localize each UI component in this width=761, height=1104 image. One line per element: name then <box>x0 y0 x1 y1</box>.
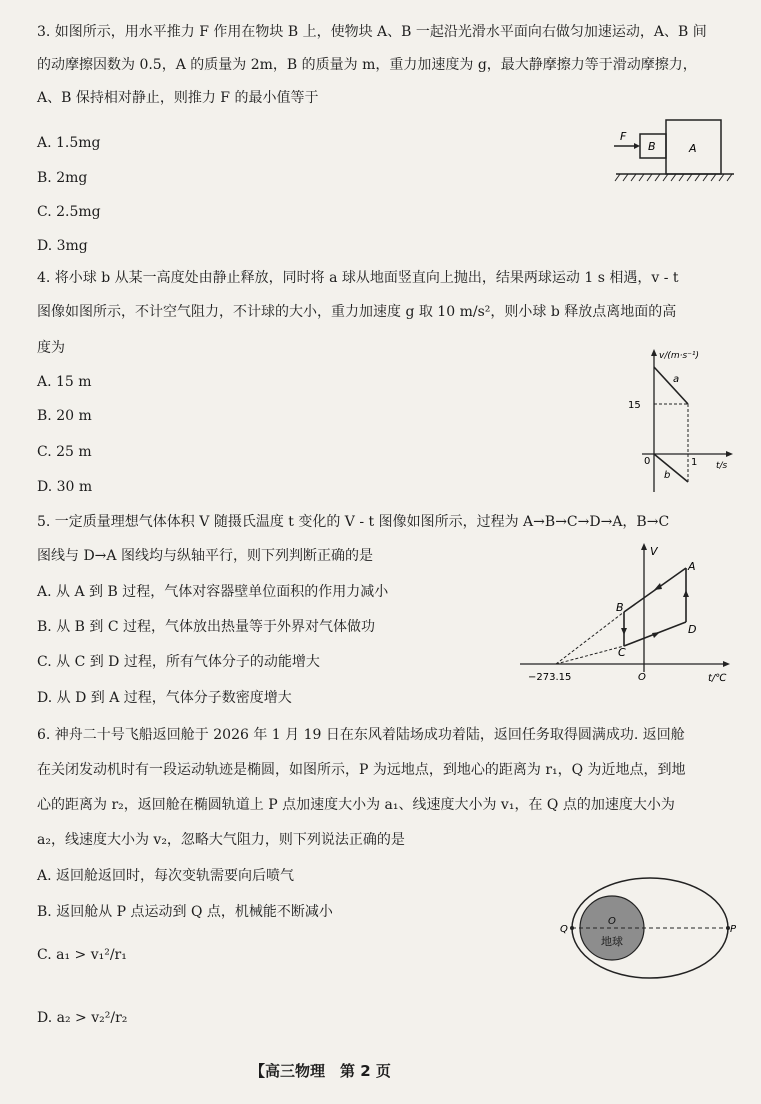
t-tick-abs-zero: −273.15 <box>528 672 572 683</box>
q4-vt-graph <box>612 342 742 496</box>
q4-option-c: C. 25 m <box>37 444 92 460</box>
block-a-label: A <box>689 142 697 155</box>
q5-option-d: D. 从 D 到 A 过程，气体分子数密度增大 <box>37 690 292 706</box>
q6-orbit-figure <box>558 872 738 984</box>
point-q <box>570 926 574 930</box>
cd-extension <box>556 646 624 664</box>
v-tick-15: 15 <box>628 400 641 411</box>
point-c-label: C <box>618 646 626 659</box>
t-axis-label: t/℃ <box>708 673 727 684</box>
q4-option-a: A. 15 m <box>37 374 92 390</box>
q6-line-4: a₂，线速度大小为 v₂，忽略大气阻力，则下列说法正确的是 <box>37 832 405 848</box>
q4-option-b: B. 20 m <box>37 408 92 424</box>
earth-label: 地球 <box>601 935 623 948</box>
q3-option-c: C. 2.5mg <box>37 204 101 220</box>
t-axis-label: t/s <box>716 461 728 471</box>
force-label: F <box>620 130 627 143</box>
page-footer: 【高三物理 第 2 页 <box>250 1062 391 1080</box>
center-label: O <box>608 916 616 927</box>
q3-option-b: B. 2mg <box>37 170 88 186</box>
q6-line-2: 在关闭发动机时有一段运动轨迹是椭圆，如图所示，P 为远地点，到地心的距离为 r₁，Q 为近地点，到地 <box>37 762 686 778</box>
q5-line-1: 5. 一定质量理想气体体积 V 随摄氏温度 t 变化的 V - t 图像如图所示，过程为 A→B→C→D→A，B→C <box>37 514 670 530</box>
q5-vt-graph <box>520 540 740 688</box>
q3-option-d: D. 3mg <box>37 238 88 254</box>
q4-option-d: D. 30 m <box>37 479 93 495</box>
q4-line-1: 4. 将小球 b 从某一高度处由静止释放，同时将 a 球从地面竖直向上抛出，结果两球运动 1 s 相遇，v - t <box>37 270 679 286</box>
point-a-label: A <box>688 560 696 573</box>
q6-line-3: 心的距离为 r₂，返回舱在椭圆轨道上 P 点加速度大小为 a₁、线速度大小为 v₁，在 Q 点的加速度大小为 <box>37 797 675 813</box>
q6-option-b: B. 返回舱从 P 点运动到 Q 点，机械能不断减小 <box>37 904 333 920</box>
line-a <box>654 367 688 404</box>
origin-label: 0 <box>644 456 651 467</box>
q6-line-1: 6. 神舟二十号飞船返回舱于 2026 年 1 月 19 日在东风着陆场成功着陆，返回任务取得圆满成功. 返回舱 <box>37 727 685 743</box>
q3-line-3: A、B 保持相对静止，则推力 F 的最小值等于 <box>37 90 319 106</box>
q3-option-a: A. 1.5mg <box>37 135 101 151</box>
q5-option-a: A. 从 A 到 B 过程，气体对容器壁单位面积的作用力减小 <box>37 584 389 600</box>
q4-line-3: 度为 <box>37 340 65 356</box>
q5-option-c: C. 从 C 到 D 过程，所有气体分子的动能增大 <box>37 654 320 670</box>
q3-blocks-figure <box>610 112 740 188</box>
line-a-label: a <box>673 374 680 385</box>
q6-option-d: D. a₂ > v₂²/r₂ <box>37 1010 128 1026</box>
v-axis-label: V <box>650 545 658 558</box>
ground-hatch <box>615 174 732 181</box>
q4-line-2: 图像如图所示，不计空气阻力，不计球的大小，重力加速度 g 取 10 m/s²，则小球 b 释放点离地面的高 <box>37 304 677 320</box>
origin-label: O <box>638 672 646 683</box>
q6-option-a: A. 返回舱返回时，每次变轨需要向后喷气 <box>37 868 295 884</box>
q5-line-2: 图线与 D→A 图线均与纵轴平行，则下列判断正确的是 <box>37 548 373 564</box>
path-a-b <box>624 568 686 612</box>
ab-extension <box>556 612 624 664</box>
p-label: P <box>730 924 737 935</box>
block-b-label: B <box>648 140 656 153</box>
q6-option-c: C. a₁ > v₁²/r₁ <box>37 947 127 963</box>
q-label: Q <box>560 924 568 935</box>
line-b <box>654 454 688 482</box>
t-tick-1: 1 <box>691 457 698 468</box>
line-b-label: b <box>664 470 671 481</box>
q3-line-1: 3. 如图所示，用水平推力 F 作用在物块 B 上，使物块 A、B 一起沿光滑水平面向右做匀加速运动，A、B 间 <box>37 24 707 40</box>
v-axis-label: v/(m·s⁻¹) <box>659 351 700 361</box>
q3-line-2: 的动摩擦因数为 0.5，A 的质量为 2m，B 的质量为 m，重力加速度为 g，最大静摩擦力等于滑动摩擦力， <box>37 57 697 73</box>
q5-option-b: B. 从 B 到 C 过程，气体放出热量等于外界对气体做功 <box>37 619 375 635</box>
point-d-label: D <box>688 623 697 636</box>
point-b-label: B <box>616 601 624 614</box>
